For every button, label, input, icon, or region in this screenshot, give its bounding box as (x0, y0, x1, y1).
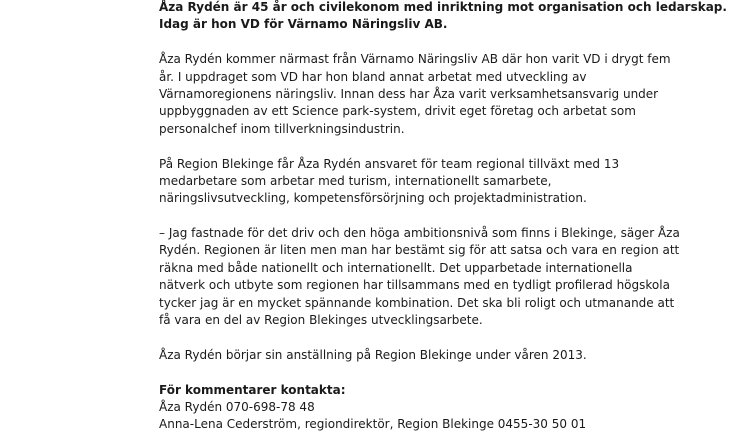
paragraph-spacer (159, 364, 719, 381)
text-line: nätverk och utbyte som regionen har tillsammans med en tydligt profilerad högskola (159, 278, 670, 293)
text-line: På Region Blekinge får Åza Rydén ansvaret för team regional tillväxt med 13 (159, 156, 620, 171)
start-date-paragraph (159, 347, 719, 364)
intro-line: Åza Rydén är 45 år och civilekonom med inriktning mot organisation och ledarskap. (159, 0, 727, 14)
text-line: näringslivsutveckling, kompetensförsörjning och projektadministration. (159, 191, 587, 206)
contact-line: Anna-Lena Cederström, regiondirektör, Region Blekinge 0455-30 50 01 (159, 417, 587, 432)
paragraph-spacer (159, 34, 719, 51)
text-line: Värnamoregionens näringsliv. Innan dess har Åza varit verksamhetsansvarig under (159, 86, 659, 101)
text-line: uppbyggnaden av ett Science park-system, drivit eget företag och arbetat som (159, 104, 636, 119)
text-line: – Jag fastnade för det driv och den höga ambitionsnivå som finns i Blekinge, säger Åza (159, 226, 680, 241)
text-line: räkna med både nationellt och internationellt. Det upparbetade internationella (159, 260, 633, 275)
paragraph-spacer (159, 208, 719, 225)
intro-paragraph (159, 0, 727, 34)
text-line: personalchef inom tillverkningsindustrin. (159, 121, 405, 136)
text-line: medarbetare som arbetar med turism, internationellt samarbete, (159, 173, 552, 188)
text-line: år. I uppdraget som VD har hon bland annat arbetat med utveckling av (159, 69, 587, 84)
paragraph-spacer (159, 329, 719, 346)
contacts-section (159, 382, 719, 434)
contact-line: Åza Rydén 070-698-78 48 (159, 399, 315, 414)
text-line: Rydén. Regionen är liten men man har bestämt sig för att satsa och vara en region att (159, 243, 680, 258)
background-paragraph (159, 51, 719, 138)
paragraph-spacer (159, 138, 719, 155)
quote-paragraph (159, 225, 719, 329)
intro-line: Idag är hon VD för Värnamo Näringsliv AB. (159, 17, 448, 32)
text-line: få vara en del av Region Blekinges utvecklingsarbete. (159, 313, 483, 328)
text-line: Åza Rydén kommer närmast från Värnamo Näringsliv AB där hon varit VD i drygt fem (159, 52, 671, 67)
contacts-heading: För kommentarer kontakta: (159, 382, 346, 397)
press-release-body (159, 0, 727, 434)
role-paragraph (159, 156, 719, 208)
text-line: Åza Rydén börjar sin anställning på Region Blekinge under våren 2013. (159, 347, 587, 362)
text-line: tycker jag är en mycket spännande kombination. Det ska bli roligt och utmanande att (159, 295, 675, 310)
